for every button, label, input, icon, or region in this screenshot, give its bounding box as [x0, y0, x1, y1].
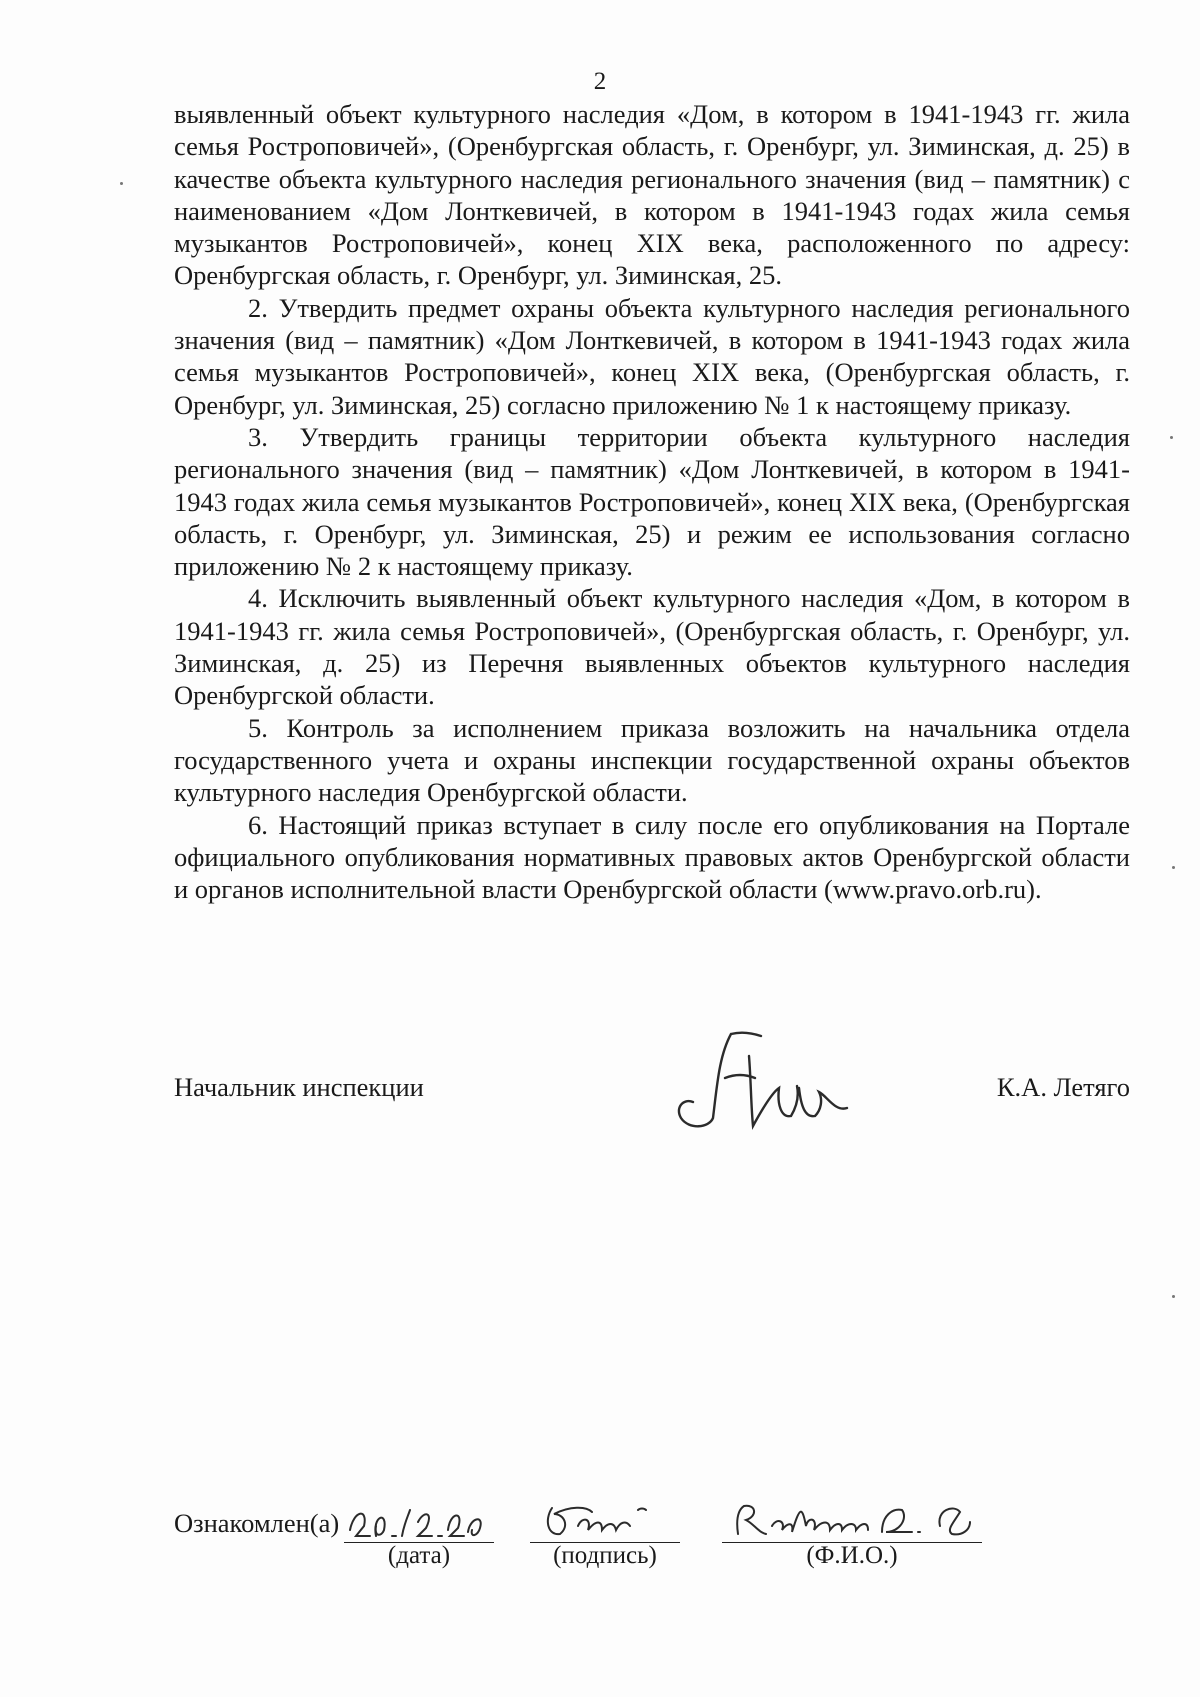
order-body: [174, 98, 1130, 905]
signature-block: [174, 1060, 1130, 1140]
paragraph-continuation: выявленный объект культурного наследия «Дом, в котором в 1941-1943 гг. жила семья Ростроповичей», (Оренбургская область, г. Оренбург, ул. Зиминская, д. 25) в качестве объекта культурного наследия регионального значения (вид – памятник) с наименованием «Дом Лонткевичей, в котором в 1941-1943 годах жила семья музыкантов Ростроповичей», конец XIX века, расположенного по адресу: Оренбургская область, г. Оренбург, ул. Зиминская, 25.: [174, 99, 1130, 291]
scan-speck: [1172, 1295, 1175, 1298]
paragraph-item-2: 2. Утвердить предмет охраны объекта культурного наследия регионального значения (вид – памятник) «Дом Лонткевичей, в котором в 1941-1943 годах жила семья музыкантов Ростроповичей», конец XIX века, (Оренбургская область, г. Оренбург, ул. Зиминская, 25) согласно приложению № 1 к настоящему приказу.: [174, 292, 1130, 420]
scan-speck: [1170, 436, 1173, 439]
handwritten-date: [344, 1496, 494, 1542]
scan-speck: [1172, 866, 1175, 869]
signatory-name: К.А. Летяго: [996, 1072, 1130, 1102]
paragraph-item-4: 4. Исключить выявленный объект культурного наследия «Дом, в котором в 1941-1943 гг. жила семья Ростроповичей», (Оренбургская область, г. Оренбург, ул. Зиминская, д. 25) из Перечня выявленных объектов культурного наследия Оренбургской области.: [174, 583, 1130, 711]
acknowledgement-block: [174, 1490, 1130, 1580]
signatory-title: Начальник инспекции: [174, 1072, 424, 1102]
name-caption: (Ф.И.О.): [806, 1542, 898, 1569]
handwritten-signature: [669, 1026, 859, 1136]
paragraph-item-6: 6. Настоящий приказ вступает в силу после его опубликования на Портале официального опубликования нормативных правовых актов Оренбургской области и органов исполнительной власти Оренбургской области (www.pravo.orb.ru).: [174, 809, 1130, 905]
acknowledged-label: Ознакомлен(а): [174, 1508, 340, 1538]
handwritten-name: [722, 1496, 1022, 1542]
date-caption: (дата): [387, 1542, 451, 1569]
scan-speck: [120, 182, 123, 185]
handwritten-acknowledgement-signature: [530, 1496, 680, 1542]
paragraph-item-3: 3. Утвердить границы территории объекта культурного наследия регионального значения (вид – памятник) «Дом Лонткевичей, в котором в 1941-1943 годах жила семья музыкантов Ростроповичей», конец XIX века, (Оренбургская область, г. Оренбург, ул. Зиминская, 25) и режим ее использования согласно приложению № 2 к настоящему приказу.: [174, 421, 1130, 582]
signature-caption: (подпись): [553, 1542, 657, 1569]
paragraph-item-5: 5. Контроль за исполнением приказа возложить на начальника отдела государственного учета и охраны инспекции государственной охраны объектов культурного наследия Оренбургской области.: [174, 712, 1130, 808]
page-number: 2: [593, 68, 607, 95]
